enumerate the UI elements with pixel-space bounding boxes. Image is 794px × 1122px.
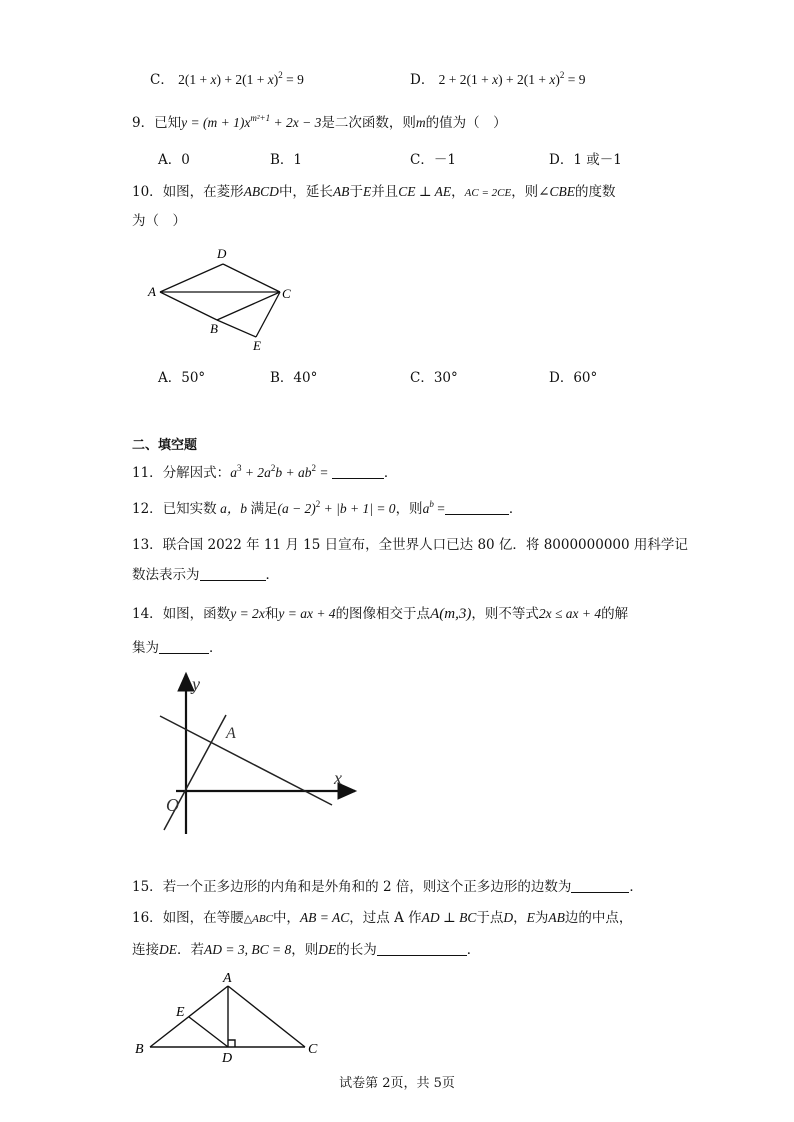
segment-ad [160,264,223,292]
label-y: y [192,674,200,694]
q14-answer-blank[interactable] [159,639,209,654]
q11-stem: 11．分解因式：$a^3 + 2a^2b + ab^2$ = ． [132,463,398,481]
q8-option-c: C． $2(1 + x) + 2(1 + x)^2 = 9$ [150,70,304,88]
q12-stem: 12．已知实数 a，b 满足$(a - 2)^2 + |b + 1| = 0$，则$a^b$ = ． [132,499,523,517]
label-c: C [282,286,291,301]
q16-stem-line2: 连接DE．若AD = 3, BC = 8，则DE的长为 ． [132,942,481,958]
segment-bc [217,292,280,320]
q10-option-d: D．60° [549,370,598,386]
q15-answer-blank[interactable] [571,878,629,893]
label-x: x [334,768,342,788]
q10-option-a: A．50° [158,370,206,386]
q13-stem: 13．联合国 2022 年 11 月 15 日宣布，全世界人口已达 80 亿．将 8000000000 用科学记 [132,537,688,553]
q9-option-a: A．0 [158,152,190,168]
label-a: A [148,284,156,299]
q16-triangle-figure [130,970,330,1065]
q13-stem-line2: 数法表示为 ． [132,567,279,583]
q12-answer-blank[interactable] [445,500,509,515]
label-a: A [223,971,232,986]
segment-be [217,320,256,337]
label-e: E [176,1005,185,1020]
q10-option-c: C．30° [410,370,458,386]
segment-ac [228,986,305,1047]
label-c: C [308,1042,318,1057]
q8-option-d: D． $2 + 2(1 + x) + 2(1 + x)^2 = 9$ [410,70,586,88]
label-b: B [210,321,218,336]
segment-dc [223,264,280,292]
page-footer: 试卷第 2页，共 5页 [339,1076,455,1091]
q9-option-d: D．1 或－1 [549,152,622,168]
label-d: D [217,246,227,261]
q14-stem-line2: 集为 ． [132,640,223,656]
q15-stem: 15．若一个正多边形的内角和是外角和的 2 倍，则这个正多边形的边数为 ． [132,879,643,895]
q9-stem: 9．已知$y = (m + 1)x^{m^2+1} + 2x - 3$是二次函数，则m的值为（ ） [132,113,507,131]
label-o: O [166,795,179,815]
q10-option-b: B．40° [270,370,318,386]
label-d: D [222,1051,233,1065]
q10-stem-line2: 为（ ） [132,213,186,229]
label-b: B [135,1042,144,1057]
section-title-fill-blank: 二、填空题 [132,438,198,453]
q9-option-c: C．－1 [410,152,456,168]
q14-stem: 14．如图，函数y = 2x和y = ax + 4的图像相交于点A(m,3)，则不等式2x ≤ ax + 4的解 [132,606,629,622]
label-a: A [226,725,236,742]
q13-answer-blank[interactable] [200,566,266,581]
q9-option-b: B．1 [270,152,303,168]
q10-stem: 10．如图，在菱形ABCD中，延长AB于E并且CE ⊥ AE，AC = 2CE，则∠CBE的度数 [132,184,616,200]
q16-answer-blank[interactable] [377,941,467,956]
segment-ce [256,292,280,337]
segment-ab [160,292,217,320]
q11-answer-blank[interactable] [332,464,384,479]
right-angle-mark [228,1040,235,1047]
label-e: E [253,338,261,353]
q16-stem: 16．如图，在等腰△ABC中，AB = AC，过点 A 作AD ⊥ BC于点D，E为AB边的中点， [132,910,633,926]
q10-rhombus-figure [140,240,310,355]
q14-graph-figure [150,668,365,838]
segment-de [189,1017,228,1047]
